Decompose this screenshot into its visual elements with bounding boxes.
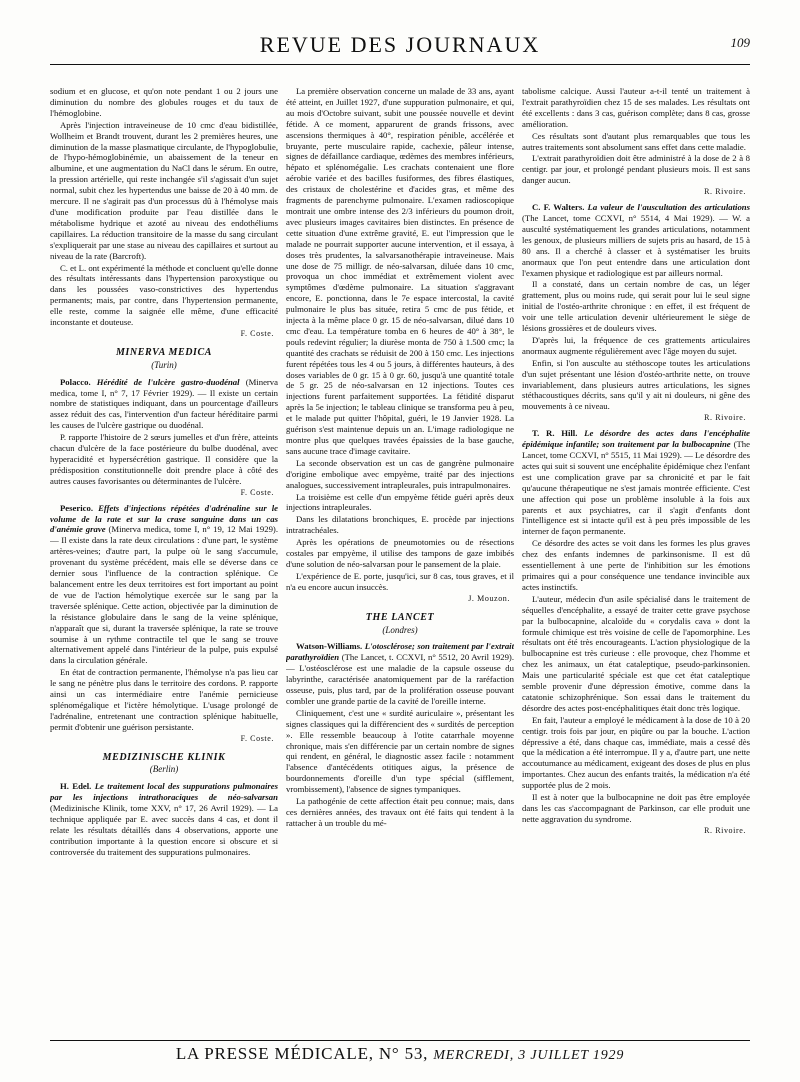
article-text: (The Lancet, tome CCXVI, n° 5515, 11 Mai 1929). — Le désordre des actes qui suit si souvent une encéphalite épidémique chez l'enfant est une complication grave par sa chronicité et par le fait qu'aucune thérapeutique ne s'est jamais montrée efficiente. C'est une affection qui pose un problème insoluble à la fois aux parents et aux psychiatres, car il s'agit d'enfants dont l'intelligence est si intacte qu'il est à peu près impossible de les interner de façon permanente. (522, 439, 750, 537)
author-signature: F. Coste. (240, 733, 274, 743)
article-text: (Minerva medica, tome I, n° 7, 17 Février 1929). — Il existe un certain nombre de statistiques indiquant, dans un pourcentage d'ailleurs assez réduit des cas, l'intervention d'un facteur héréditaire parmi les causes de l'ulcère gastrique ou duodénal. (50, 376, 278, 431)
article-text: (Medizinische Klinik, tome XXV, n° 17, 26 Avril 1929). — La technique appliquée par E. avec succès dans 4 cas, et dont il relate les résultats détaillés dans 4 observations, apporte une contribution importante à la question encore si obscure et si controversée du traitement des suppurations pulmonaires. (50, 803, 278, 857)
article-author: Watson-Williams. (296, 641, 363, 652)
page-number: 109 (730, 35, 750, 50)
paragraph: La troisième est celle d'un empyème fétide guéri après deux injections intrapleurales. (286, 491, 514, 513)
author-signature: R. Rivoire. (704, 413, 746, 423)
column-1 (50, 86, 278, 1034)
paragraph: tabolisme calcique. Aussi l'auteur a-t-il tenté un traitement à l'extrait parathyroïdien chez 15 de ses malades. Les résultats ont été excellents : dans 3 cas, guérison complète; dans 8 cas, grosse amélioration. (522, 86, 750, 129)
paragraph: Après l'injection intraveineuse de 10 cmc d'eau bidistillée, Wollheim et Brandt trouvent, durant les 2 premières heures, une diminution de la masse plasmatique circulante, de l'hypoglobulie, de l'hypo-hémoglobinémie, un abaissement de la teneur en albumine, et une augmentation du NaCl dans le sérum. En outre, la pression artérielle, qui reste inchangée s'il s'agissait d'un sujet normal, subit chez les hypertendus une baisse de 20 à 40 mm. de mercure. Il ne s'agirait pas d'un processus dû à l'hémolyse mais d'une modification produite par l'eau distillée dans le métabolisme hydrique et azoté au niveau des endothéliums capillaires. La réduction transitoire de la masse du sang circulant s'expliquerait par une stase au niveau des capillaires et surtout au niveau de la rate (Barcroft). (50, 119, 278, 261)
journal-title: REVUE DES JOURNAUX (259, 32, 541, 57)
journal-city: (Berlin) (149, 764, 179, 775)
article-title: La valeur de l'auscultation des articulations (587, 202, 750, 213)
paragraph: Dans les dilatations bronchiques, E. procède par injections intratrachéales. (286, 514, 514, 536)
column-3 (522, 86, 750, 1034)
paragraph: C. et L. ont expérimenté la méthode et concluent qu'elle donne des résultats intéressants dans l'hypertension paroxystique ou dans les poussées vaso-constrictives des hypertendus permanents; mais, par contre, dans l'hypertension permanente, elle reste, comme la saignée elle même, d'une efficacité inconstante et douteuse. (50, 262, 278, 328)
author-signature: F. Coste. (240, 487, 274, 497)
paragraph: La pathogénie de cette affection était peu connue; mais, dans ces dernières années, des travaux ont été faits qui tendent à la rattacher à un trouble du mé- (286, 796, 514, 828)
journal-section-title: MINERVA MEDICA (115, 346, 213, 358)
paragraph: En état de contraction permanente, l'hémolyse n'a pas lieu car le sang ne pénètre plus dans le territoire des cordons. P. rapporte ainsi un cas intermédiaire entre l'anémie pernicieuse splénomégalique et l'ictère hémolytique. L'usage prolongé de l'adrénaline, entretenant une contraction splénique habituelle, permit d'obtenir une guérison persistante. (50, 667, 278, 732)
article-title: Effets d'injections répétées d'adrénaline sur le volume de la rate et sur la crase sanguine dans un cas d'anémie grave (50, 502, 278, 535)
article-title: Le traitement local des suppurations pulmonaires par les injections intrathoraciques de néo-salvarsan (50, 781, 278, 803)
paragraph: Enfin, si l'on ausculte au stéthoscope toutes les articulations d'un sujet présentant une lésion d'ostéo-arthrite nette, on trouve invariablement, dans plusieurs autres articulations, les signes stéthacoustiques décrits, sans qu'il y ait ni douleurs, ni gêne des mouvements à ce niveau. (522, 357, 750, 412)
author-signature: F. Coste. (240, 328, 274, 338)
article-paragraph (286, 641, 514, 706)
paragraph: La seconde observation est un cas de gangrène pulmonaire d'origine embolique avec empyème, traité par des injections analogues, successivement intrapleurales, puis intrapulmonaires. (286, 457, 514, 490)
footer-text (50, 1044, 750, 1064)
paragraph: La première observation concerne un malade de 33 ans, ayant été atteint, en Juillet 1927, d'une suppuration pulmonaire, et qui, au mois d'Octobre suivant, subit une poussée nouvelle et devint fétide. A ce moment, apparurent de grands frissons, avec ascensions thermiques à 40°, respiration pénible, accélérée et bruyante, perte musculaire rapide, cachexie, pâleur intense, signes de défaillance cardiaque, œdèmes des membres inférieurs, hépato et splénomégalie. Les crachats contenaient une flore aérobie variée et des bacilles fusiformes, des fibres élastiques, des cristaux de cholestérine et d'acides gras, et même des fragments de parenchyme pulmonaire. L'examen radioscopique montrait une ombre intense des 2/3 inférieurs du poumon droit, avec plusieurs images cavitaires bien distinctes. En présence de cette situation d'une extrême gravité, E. eut l'impression que le malade ne pourrait supporter aucune intervention, et il essaya, à doses très prudentes, la salvarsanothérapie intraveineuse. Mais une dose de 75 milligr. de néo-salvarsan, diluée dans 10 cmc, provoqua un choc immédiat et extrêmement violent avec symptômes d'œdème pulmonaire. La situation s'aggravant encore, E. ponctionna, dans le 7e espace intercostal, la cavité pulmonaire le plus bas située, retira 5 cmc de pus fétide, et injecta à la même place 0 gr. 15 de néo-salvarsan, dilué dans 10 cmc d'eau. La température tomba en 6 heures de 40° à 38°, le pouls redevint régulier; la diurèse monta de 750 à 1.500 cmc; la quantité des crachats se réduisit de 200 à 150 cmc. Les injections furent répétées tous les 4 ou 5 jours, à différentes hauteurs, à des doses variables de 0 gr. 15 à 0 gr. 60, jusqu'à une quantité totale de 5 gr. 25 de néo-salvarsan en 12 injections. Toutes ces injections furent parfaitement supportées. La fétidité disparut après la 5e injection; le tableau clinique se transforma peu à peu, et le malade put quitter l'hôpital, guéri, le 19 Janvier 1928. La guérison s'est maintenue depuis un an. L'image radiologique ne montre plus que quelques travées épaissies de la base gauche, sans aucune trace d'image cavitaire. (286, 86, 514, 456)
paragraph: Après les opérations de pneumotomies ou de résections costales par empyème, il utilise des tampons de gaze imbibés d'une solution de néo-salvarsan pour le pansement de la plaie. (286, 537, 514, 569)
article-paragraph (50, 781, 278, 857)
paragraph: D'après lui, la fréquence de ces grattements articulaires anormaux augmente régulièrement avec l'âge moyen du sujet. (522, 334, 750, 356)
article-title: L'otosclérose; son traitement par l'extrait parathyroïdien (286, 641, 514, 663)
journal-section-title: THE LANCET (365, 611, 435, 623)
paragraph: Il est à noter que la bulbocapnine ne doit pas être employée dans les cas s'accompagnant de Parkinson, car elle produit une nette aggravation du syndrome. (522, 792, 750, 824)
article-text: (The Lancet, t. CCXVI, n° 5512, 20 Avril 1929). — L'ostéosclérose est une maladie de la capsule osseuse du labyrinthe, caractérisée anatomiquement par de la raréfaction osseuse, puis, plus tard, par de la prolifération osseuse pouvant combler une grande partie de la cavité de l'oreille interne. (286, 652, 514, 706)
paragraph: Ce désordre des actes se voit dans les formes les plus graves chez des enfants indemnes de parkinsonisme. Il est dû essentiellement à une perte de l'inhibition sur les émotions primaires qui a pour conséquence une tendance invincible aux actes instinctifs. (522, 538, 750, 592)
article-paragraph (522, 202, 750, 278)
page-header (50, 30, 750, 65)
paragraph: L'expérience de E. porte, jusqu'ici, sur 8 cas, tous graves, et il n'a eu encore aucun insuccès. (286, 570, 514, 592)
paragraph: Il a constaté, dans un certain nombre de cas, un léger grattement, plus ou moins rude, qui serait pour lui le seul signe initial de l'ostéo-arthrite chronique : en effet, il est fréquent de voir une telle articulation devenir ultérieurement le siège de lésions grossières et de douleurs vives. (522, 279, 750, 334)
article-author: C. F. Walters. (532, 202, 585, 213)
article-author: T. R. Hill. (532, 428, 578, 439)
footer-journal: LA PRESSE MÉDICALE, N° 53, (175, 1044, 429, 1063)
paragraph: L'extrait parathyroïdien doit être administré à la dose de 2 à 8 centigr. par jour, et prolongé pendant plusieurs mois. Il est sans danger aucun. (522, 153, 750, 186)
paragraph: L'auteur, médecin d'un asile spécialisé dans le traitement de séquelles d'encéphalite, a essayé de traiter cette grave psychose par la bulbocapnine, alcaloïde du « corydalis cava » dont la formule chimique est très voisine de celle de l'apomorphine. Les résultats ont été très encourageants. L'action physiologique de la bulbocapnine est très curieuse : elle provoque, chez l'homme et chez les animaux, un état cataleptique, pseudo-parkinsonien. Mais une particularité spéciale est que cet état cataleptique semble provenir d'une dépression émotive, comme dans la catatonie schizophrénique. Son essai dans le traitement du désordre des actes post-encéphalitiques était donc très logique. (522, 593, 750, 713)
paragraph: Cliniquement, c'est une « surdité auriculaire », présentant les signes classiques qui la différencient des « surdités de perception ». Elle ressemble beaucoup à l'otite catarrhale moyenne chronique, mais s'en différencie par un certain nombre de signes qui rendent, en général, le diagnostic assez facile : notamment l'absence d'antécédents otitiques aigus, la présence de bourdonnements d'oreille d'un type spécial (sifflement, vrombissement), l'absence de signes tympaniques. (286, 707, 514, 795)
journal-section-title: MEDIZINISCHE KLINIK (102, 751, 226, 763)
article-text: (Minerva medica, tome I, n° 19, 12 Mai 1929). — Il existe dans la rate deux circulations : d'une part, le système artères-veines; d'autre part, la pulpe où le sang s'accumule, provenant du système précédent, mais elle se déverse dans ce dernier sous l'influence de la contraction splénique. Ce balancement entre les deux territoires est fort important au point de vue de l'action hémolytique exercée sur le sang par la traversée splénique. Cette action, objectivée par la diminution de la résistance globulaire dans le sang de la veine splénique, n'apparaît que si, durant la traversée splénique, la rate se trouve soumise à un rythme contractile tel que le sang se trouve alternativement appelé dans l'intérieur de la pulpe, puis expulsé dans la circulation générale. (50, 524, 278, 666)
article-title: Le désordre des actes dans l'encéphalite épidémique infantile; son traitement par la bulbocapnine (522, 428, 750, 450)
author-signature: R. Rivoire. (704, 825, 746, 835)
paragraph: Ces résultats sont d'autant plus remarquables que tous les autres traitements sont absolument sans effet dans cette maladie. (522, 130, 750, 152)
article-paragraph (50, 377, 278, 432)
article-text: (The Lancet, tome CCXVI, n° 5514, 4 Mai 1929). — W. a ausculté systématiquement les grandes articulations, notamment les genoux, de plusieurs milliers de sujets pris au hasard, de 15 à 80 ans. Il a cherché à classer et à systématiser les bruits anormaux que l'on peut entendre dans une articulation dont l'examen physique et radiologique est par ailleurs normal. (522, 212, 750, 278)
article-author: Pesericо. (60, 502, 94, 513)
page-footer (50, 1040, 750, 1067)
journal-city: (Londres) (382, 624, 418, 635)
column-2 (286, 86, 514, 1034)
article-author: H. Edel. (60, 781, 92, 792)
footer-date: MERCREDI, 3 JUILLET 1929 (433, 1048, 625, 1063)
paragraph: En fait, l'auteur a employé le médicament à la dose de 10 à 20 centigr. trois fois par jour, en piqûre ou par la bouche. L'action dépressive a été, dans chaque cas, immédiate, mais a cessé dès que la médication a été interrompue. Il y a, d'autre part, une nette accoutumance au médicament, exigeant des doses de plus en plus importantes. Chez aucun des enfants traités, la médication n'a été supportée plus de 2 mois. (522, 714, 750, 791)
paragraph: P. rapporte l'histoire de 2 sœurs jumelles et d'un frère, atteints chacun d'ulcère de la face postérieure du bulbe duodénal, avec hyperacidité et hypersécrétion gastrique. Il considère que la prédisposition constitutionnelle doit prendre place à côté des autres causes favorisantes ou déterminantes de l'ulcère. (50, 432, 278, 486)
article-paragraph (50, 503, 278, 667)
article-author: Polacco. (60, 376, 91, 387)
article-paragraph (522, 428, 750, 537)
article-title: Hérédité de l'ulcère gastro-duodénal (96, 376, 240, 387)
author-signature: R. Rivoire. (704, 187, 746, 197)
journal-city: (Turin) (151, 359, 177, 370)
paragraph: sodium et en glucose, et qu'on note pendant 1 ou 2 jours une diminution du nombre des globules rouges et du taux de l'hémoglobine. (50, 86, 278, 118)
author-signature: J. Mouzon. (468, 593, 510, 603)
